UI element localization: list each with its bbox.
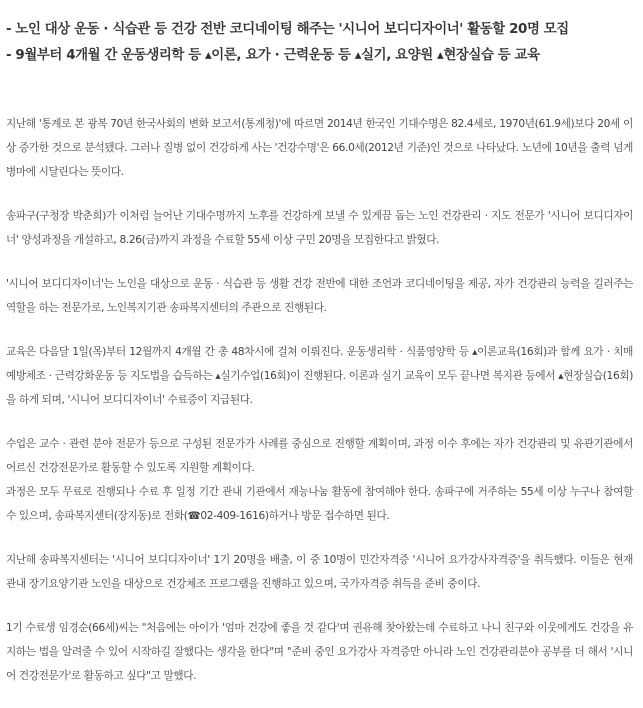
paragraph-program-announcement: 송파구(구청장 박춘희)가 이처럼 늘어난 기대수명까지 노후를 건강하게 보낼 수 있게끔 돕는 노인 건강관리 · 지도 전문가 '시니어 보디디자이너' 양성과정을 개설하고, 8.26(금)까지 과정을 수료할 55세 이상 구민 20명을 모집한다고 밝혔다. xyxy=(6,210,633,246)
paragraph-life-expectancy: 지난해 '통계로 본 광복 70년 한국사회의 변화 보고서(통계청)'에 따르면 2014년 한국인 기대수명은 82.4세로, 1970년(61.9세)보다 20세 이상 증가한 것으로 분석됐다. 그러나 질병 없이 건강하게 사는 '건강수명'은 66.0세(2012년 기준)인 것으로 나타났다. 노년에 10년을 출력 넘게 병마에 시달린다는 뜻이다. xyxy=(6,118,633,178)
paragraph-testimonial: 1기 수료생 임경순(66세)씨는 "처음에는 아이가 '엄마 건강에 좋을 것 같다'며 권유해 찾아왔는데 수료하고 나니 친구와 이웃에게도 건강을 유지하는 법을 알려줄 수 있어 시작하길 잘했다는 생각을 한다"며 "준비 중인 요가강사 자격증만 아니라 노인 건강관리분야 공부를 더 해서 '시니어 건강전문가'로 활동하고 싶다"고 말했다. xyxy=(6,622,633,682)
paragraph-first-cohort: 지난해 송파복지센터는 '시니어 보디디자이너' 1기 20명을 배출, 이 중 10명이 민간자격증 '시니어 요가강사자격증'을 취득했다. 이들은 현재 관내 장기요양기관 노인을 대상으로 건강체조 프로그램을 진행하고 있으며, 국가자격증 취득을 준비 중이다. xyxy=(6,554,633,590)
paragraph-instructors: 수업은 교수 · 관련 분야 전문가 등으로 구성된 전문가가 사례를 중심으로 진행할 계획이며, 과정 이수 후에는 자가 건강관리 및 유관기관에서 어르신 건강전문가로 활동할 수 있도록 지원할 계획이다. xyxy=(6,438,633,474)
article-summary xyxy=(6,0,633,69)
summary-line-1: - 노인 대상 운동 · 식습관 등 건강 전반 코디네이팅 해주는 '시니어 보디디자이너' 활동할 20명 모집 xyxy=(6,22,569,37)
paragraph-application: 과정은 모두 무료로 진행되나 수료 후 일정 기간 관내 기관에서 재능나눔 활동에 참여해야 한다. 송파구에 거주하는 55세 이상 누구나 참여할 수 있으며, 송파복지센터(장지동)로 전화(☎02-409-1616)하거나 방문 접수하면 된다. xyxy=(6,486,633,522)
summary-line-2: - 9월부터 4개월 간 운동생리학 등 ▴이론, 요가 · 근력운동 등 ▴실기, 요양원 ▴현장실습 등 교육 xyxy=(6,48,540,63)
paragraph-curriculum: 교육은 다음달 1일(목)부터 12월까지 4개월 간 총 48차시에 걸쳐 이뤄진다. 운동생리학 · 식품영양학 등 ▴이론교육(16회)과 함께 요가 · 치매예방체조 · 근력강화운동 등 지도법을 습득하는 ▴실기수업(16회)이 진행된다. 이론과 실기 교육이 모두 끝나면 복지관 등에서 ▴현장실습(16회)을 하게 되며, '시니어 보디디자이너' 수료증이 지급된다. xyxy=(6,346,633,406)
article-body xyxy=(6,112,633,708)
paragraph-role-description: '시니어 보디디자이너'는 노인을 대상으로 운동 · 식습관 등 생활 건강 전반에 대한 조언과 코디네이팅을 제공, 자가 건강관리 능력을 길러주는 역할을 하는 전문가로, 노인복지기관 송파복지센터의 주관으로 진행된다. xyxy=(6,278,633,314)
